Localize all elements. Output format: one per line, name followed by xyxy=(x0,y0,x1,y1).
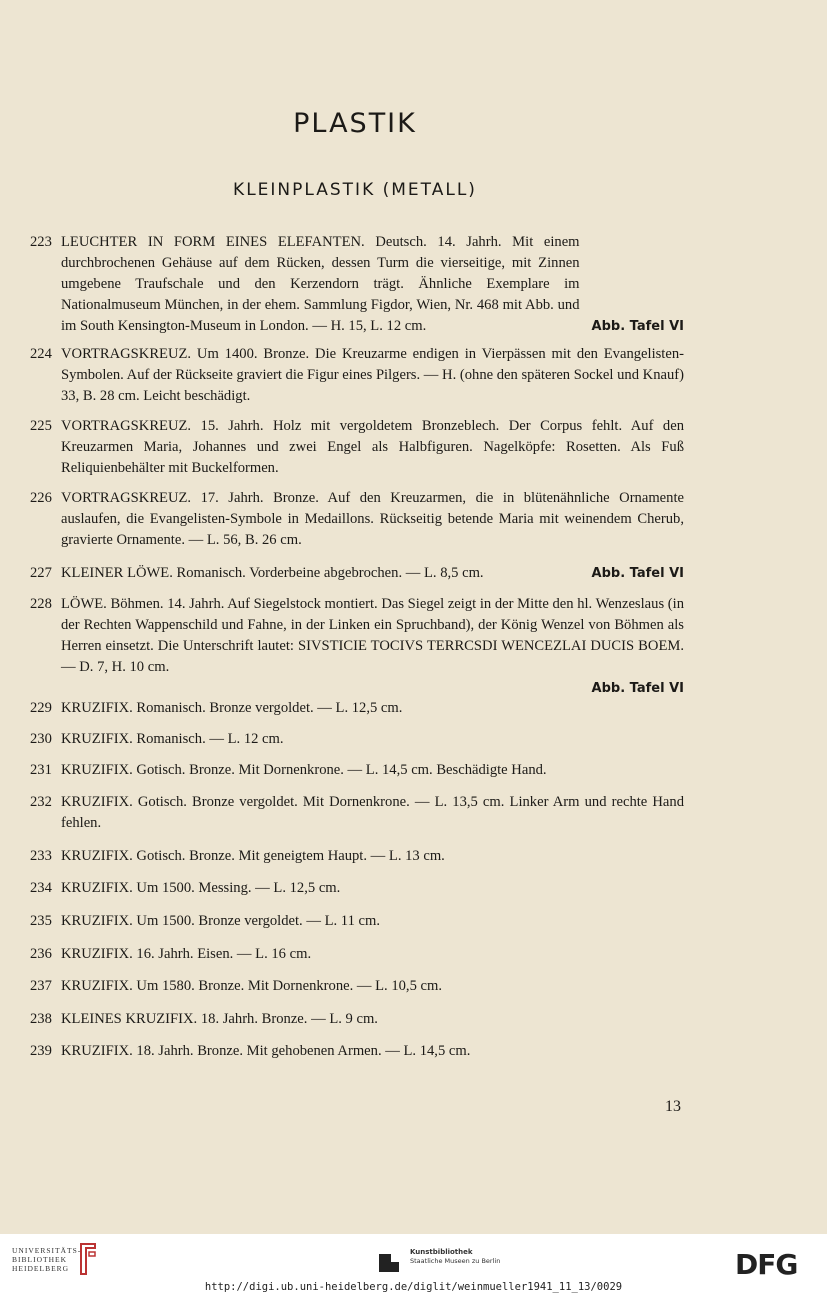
dfg-logo[interactable]: DFG xyxy=(735,1248,798,1281)
entry-text: VORTRAGSKREUZ. 17. Jahrh. Bronze. Auf den Kreuzarmen, die in blütenähnliche Ornamente auslaufen, die Evangelisten-Symbole in Medaillons. Rückseitig betende Maria mit weinendem Cherub, gravierte Ornamente. — L. 56, B. 26 cm. xyxy=(61,490,684,548)
entry-number: 225 xyxy=(30,418,52,434)
catalog-entry xyxy=(30,792,684,834)
entry-number: 233 xyxy=(30,848,52,864)
catalog-entry xyxy=(30,344,684,407)
university-library-logo[interactable]: UNIVERSITÄTS- BIBLIOTHEK HEIDELBERG xyxy=(12,1246,82,1273)
entry-number: 224 xyxy=(30,346,52,362)
entry-text: KLEINER LÖWE. Romanisch. Vorderbeine abgebrochen. — L. 8,5 cm. xyxy=(61,565,484,581)
entry-number: 230 xyxy=(30,731,52,747)
entry-number: 237 xyxy=(30,978,52,994)
entry-number: 238 xyxy=(30,1011,52,1027)
catalog-entry xyxy=(30,878,684,899)
catalog-entry xyxy=(30,944,684,965)
plate-reference: Abb. Tafel VI xyxy=(591,319,684,334)
entry-number: 223 xyxy=(30,234,52,250)
entry-text: KLEINES KRUZIFIX. 18. Jahrh. Bronze. — L. 9 cm. xyxy=(61,1011,378,1027)
entry-number: 239 xyxy=(30,1043,52,1059)
page-number: 13 xyxy=(665,1098,681,1115)
entry-text: KRUZIFIX. Gotisch. Bronze. Mit geneigtem Haupt. — L. 13 cm. xyxy=(61,848,445,864)
catalog-entry xyxy=(30,232,684,337)
entry-text: KRUZIFIX. 16. Jahrh. Eisen. — L. 16 cm. xyxy=(61,946,312,962)
plate-reference: Abb. Tafel VI xyxy=(591,681,684,696)
entry-number: 234 xyxy=(30,880,52,896)
entry-number: 228 xyxy=(30,596,52,612)
entry-number: 231 xyxy=(30,762,52,778)
catalog-entry xyxy=(30,976,684,997)
source-url[interactable]: http://digi.ub.uni-heidelberg.de/diglit/weinmueller1941_11_13/0029 xyxy=(204,1281,623,1293)
entry-number: 236 xyxy=(30,946,52,962)
entry-text: KRUZIFIX. Gotisch. Bronze. Mit Dornenkrone. — L. 14,5 cm. Beschädigte Hand. xyxy=(61,762,547,778)
entry-text: KRUZIFIX. 18. Jahrh. Bronze. Mit gehobenen Armen. — L. 14,5 cm. xyxy=(61,1043,471,1059)
entry-number: 226 xyxy=(30,490,52,506)
entry-text: VORTRAGSKREUZ. 15. Jahrh. Holz mit vergoldetem Bronzeblech. Der Corpus fehlt. Auf den Kreuzarmen Maria, Johannes und zwei Engel als Halbfiguren. Nagelköpfe: Rosetten. Als Fuß Reliquienbehälter mit Buckelformen. xyxy=(61,418,684,476)
kunstbibliothek-logo-icon xyxy=(377,1250,401,1274)
catalog-entry xyxy=(30,1009,684,1030)
catalog-entry xyxy=(30,488,684,551)
entry-text: KRUZIFIX. Um 1580. Bronze. Mit Dornenkrone. — L. 10,5 cm. xyxy=(61,978,443,994)
entry-text: KRUZIFIX. Gotisch. Bronze vergoldet. Mit Dornenkrone. — L. 13,5 cm. Linker Arm und rechte Hand fehlen. xyxy=(61,794,684,831)
catalog-entry xyxy=(30,846,684,867)
catalog-entry xyxy=(30,416,684,479)
entry-text: KRUZIFIX. Um 1500. Messing. — L. 12,5 cm. xyxy=(61,880,341,896)
catalog-entry xyxy=(30,729,684,750)
digitization-footer xyxy=(0,1234,827,1294)
entry-number: 232 xyxy=(30,794,52,810)
entry-text: KRUZIFIX. Um 1500. Bronze vergoldet. — L. 11 cm. xyxy=(61,913,380,929)
entry-number: 229 xyxy=(30,700,52,716)
section-subtitle: KLEINPLASTIK (METALL) xyxy=(233,180,477,200)
page-title: PLASTIK xyxy=(293,108,417,139)
plate-reference: Abb. Tafel VI xyxy=(591,566,684,581)
catalog-entry xyxy=(30,911,684,932)
entry-number: 235 xyxy=(30,913,52,929)
kunstbibliothek-label[interactable]: Kunstbibliothek Staatliche Museen zu Berlin xyxy=(410,1248,501,1265)
catalog-entry xyxy=(30,760,684,781)
entry-text: LÖWE. Böhmen. 14. Jahrh. Auf Siegelstock montiert. Das Siegel zeigt in der Mitte den hl. Wenzeslaus (in der Rechten Wappenschild und Fahne, in der Linken ein Spruchband), der König Wenzel von Böhmen als Herren einsetzt. Die Unterschrift lautet: SIVSTICIE TOCIVS TERRCSDI WENCEZLAI DUCIS BOEM. — D. 7, H. 10 cm. xyxy=(61,596,684,675)
entry-number: 227 xyxy=(30,565,52,581)
entry-text: VORTRAGSKREUZ. Um 1400. Bronze. Die Kreuzarme endigen in Vierpässen mit den Evangelisten-Symbolen. Auf der Rückseite graviert die Figur eines Pilgers. — H. (ohne den späteren Sockel und Knauf) 33, B. 28 cm. Leicht beschädigt. xyxy=(61,346,684,404)
university-emblem-icon xyxy=(78,1242,98,1276)
catalog-entry xyxy=(30,1041,684,1062)
entry-text: KRUZIFIX. Romanisch. — L. 12 cm. xyxy=(61,731,284,747)
catalog-entry xyxy=(30,698,684,719)
catalog-entry xyxy=(30,594,684,699)
catalog-entry xyxy=(30,563,684,584)
entry-text: LEUCHTER IN FORM EINES ELEFANTEN. Deutsch. 14. Jahrh. Mit einem durchbrochenen Gehäuse auf dem Rücken, dessen Turm die vierseitige, mit Zinnen umgebene Traufschale und den Kerzendorn trägt. Ähnliche Exemplare im Nationalmuseum München, in der ehem. Sammlung Figdor, Wien, Nr. 468 mit Abb. und im South Kensington-Museum in London. — H. 15, L. 12 cm. xyxy=(61,234,580,334)
entry-text: KRUZIFIX. Romanisch. Bronze vergoldet. — L. 12,5 cm. xyxy=(61,700,403,716)
